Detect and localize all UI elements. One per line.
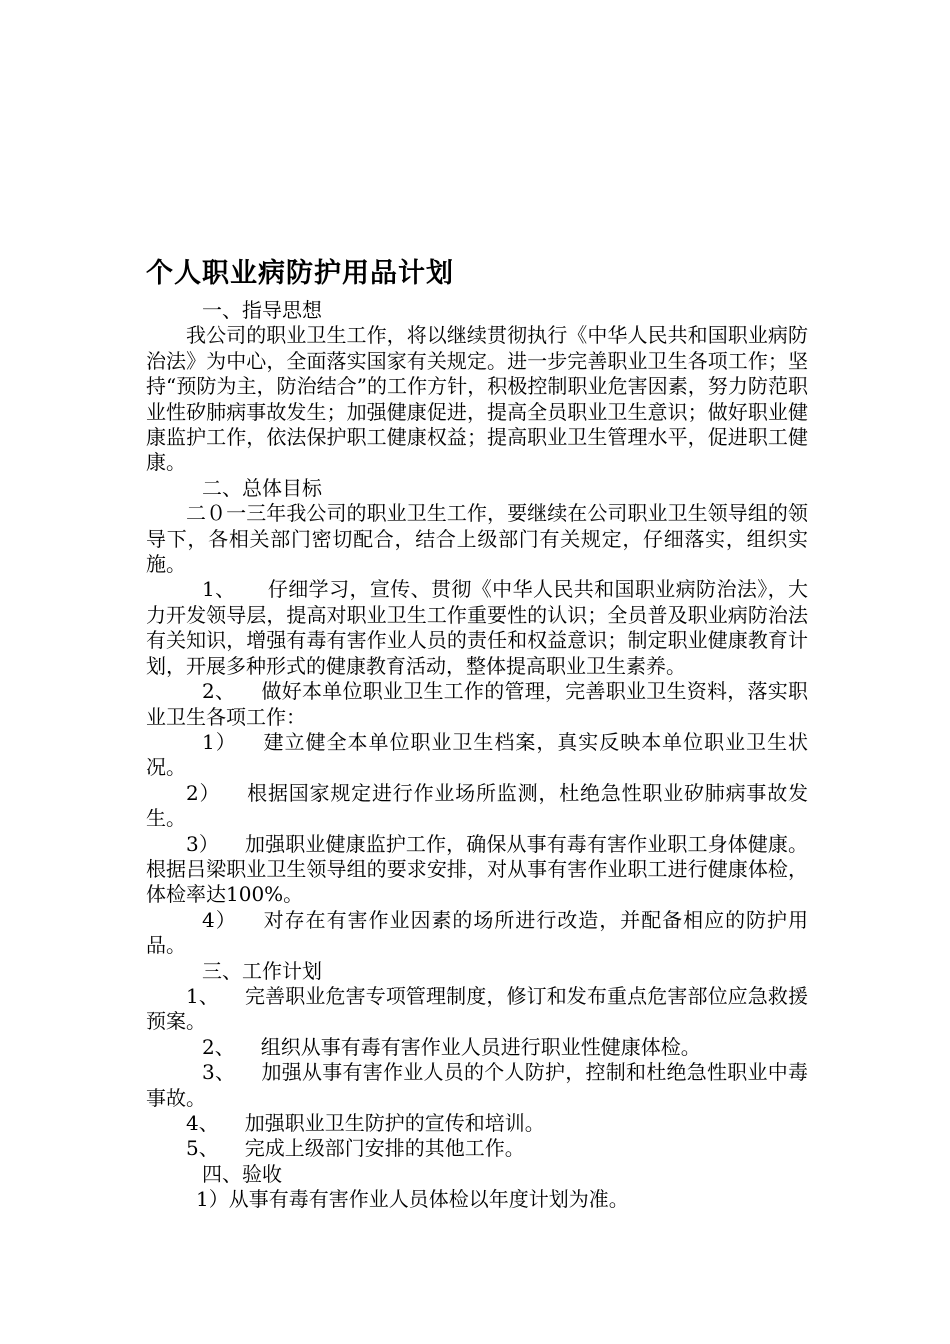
list-number: 1、 — [186, 983, 219, 1008]
list-item-text: 根据国家规定进行作业场所监测，杜绝急性职业矽肺病事故发生。 — [146, 780, 809, 831]
list-item-goal-1 — [146, 577, 808, 679]
sub-item-2 — [146, 781, 808, 832]
section-heading-work-plan: 三、工作计划 — [202, 958, 322, 983]
list-number: 3） — [186, 831, 219, 856]
document-body — [146, 298, 808, 1213]
list-number: 1） — [202, 729, 237, 754]
sub-item-3 — [146, 832, 808, 908]
list-item-text: 仔细学习，宣传、贯彻《中华人民共和国职业病防治法》，大力开发领导层，提高对职业卫生工作重要性的认识；全员普及职业病防治法有关知识，增强有毒有害作业人员的责任和权益意识；制定职业健康教育计划，开展多种形式的健康教育活动，整体提高职业卫生素养。 — [146, 577, 809, 678]
plan-item-2 — [146, 1035, 808, 1060]
list-number: 2） — [186, 780, 221, 805]
plan-item-4 — [146, 1111, 808, 1136]
plan-item-1 — [146, 984, 808, 1035]
acceptance-item-1: 1）从事有毒有害作业人员体检以年度计划为准。 — [196, 1187, 629, 1212]
document-title: 个人职业病防护用品计划 — [146, 258, 454, 289]
section-heading-guiding-ideology: 一、指导思想 — [202, 298, 322, 322]
list-item-text: 做好本单位职业卫生工作的管理，完善职业卫生资料，落实职业卫生各项工作： — [146, 679, 808, 729]
list-item-text: 加强职业健康监护工作，确保从事有毒有害作业职工身体健康。根据吕梁职业卫生领导组的要求安排，对从事有害作业职工进行健康体检，体检率达100%。 — [146, 831, 809, 907]
list-number: 2、 — [202, 679, 236, 704]
section-heading-acceptance: 四、验收 — [202, 1161, 282, 1186]
list-item-text: 建立健全本单位职业卫生档案，真实反映本单位职业卫生状况。 — [146, 729, 809, 780]
list-number: 2、 — [202, 1034, 235, 1059]
list-item-text: 加强从事有害作业人员的个人防护，控制和杜绝急性职业中毒事故。 — [146, 1060, 808, 1110]
plan-item-3 — [146, 1060, 808, 1111]
list-number: 4、 — [186, 1111, 219, 1135]
list-item-text: 对存在有害作业因素的场所进行改造，并配备相应的防护用品。 — [146, 907, 809, 958]
sub-item-1 — [146, 730, 808, 781]
list-item-text: 加强职业卫生防护的宣传和培训。 — [244, 1111, 545, 1135]
list-number: 4） — [202, 907, 237, 932]
list-item-text: 组织从事有毒有害作业人员进行职业性健康体检。 — [260, 1034, 701, 1059]
paragraph-guiding-ideology: 我公司的职业卫生工作，将以继续贯彻执行《中华人民共和国职业病防治法》为中心，全面落实国家有关规定。进一步完善职业卫生各项工作；坚持“预防为主，防治结合”的工作方针，积极控制职业危害因素，努力防范职业性矽肺病事故发生；加强健康促进，提高全员职业卫生意识；做好职业健康监护工作，依法保护职工健康权益；提高职业卫生管理水平，促进职工健康。 — [146, 323, 808, 475]
section-heading-overall-goal: 二、总体目标 — [202, 475, 322, 500]
list-number: 5、 — [186, 1136, 219, 1161]
sub-item-4 — [146, 908, 808, 959]
paragraph-overall-goal: 二０一三年我公司的职业卫生工作，要继续在公司职业卫生领导组的领导下，各相关部门密切配合，结合上级部门有关规定，仔细落实，组织实施。 — [146, 501, 808, 577]
list-number: 3、 — [202, 1060, 236, 1085]
list-item-text: 完成上级部门安排的其他工作。 — [244, 1136, 525, 1161]
plan-item-5 — [146, 1136, 808, 1161]
list-item-goal-2 — [146, 679, 808, 730]
list-number: 1、 — [202, 577, 236, 602]
list-item-text: 完善职业危害专项管理制度，修订和发布重点危害部位应急救援预案。 — [146, 983, 809, 1034]
